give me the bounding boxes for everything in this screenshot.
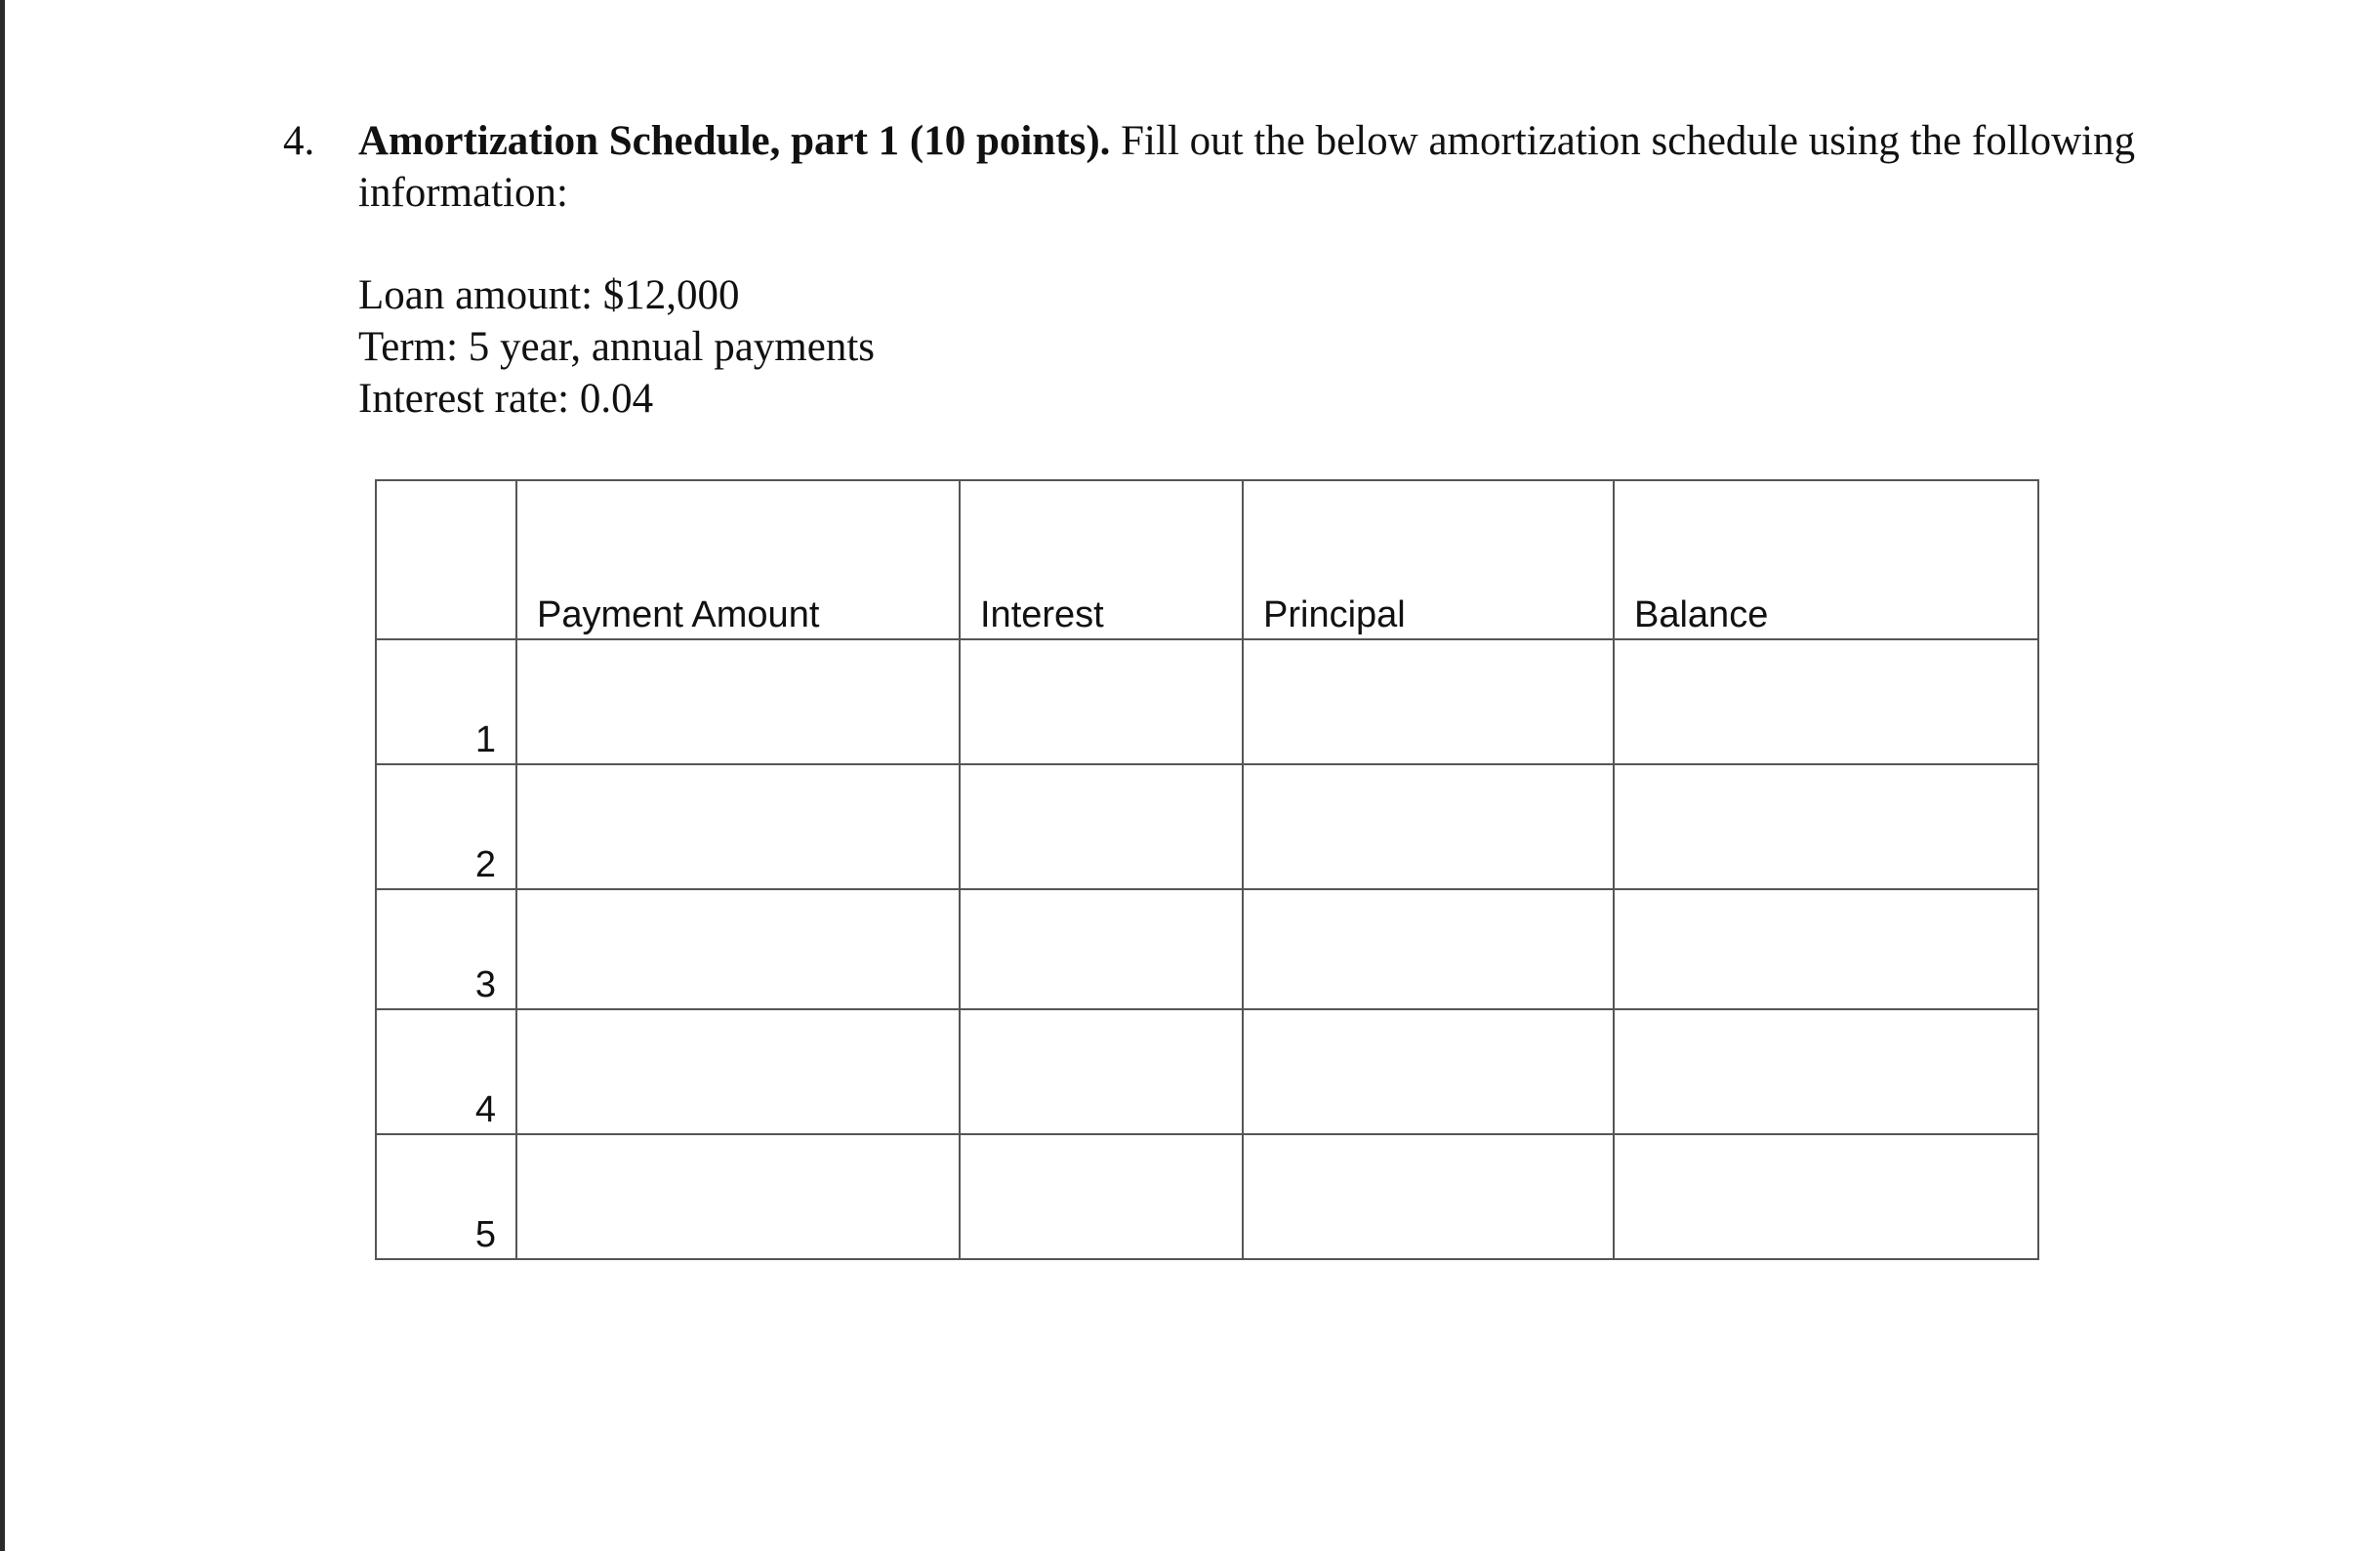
loan-term: Term: 5 year, annual payments: [358, 324, 875, 370]
period-cell: 2: [376, 764, 516, 889]
balance-cell[interactable]: [1614, 1009, 2038, 1134]
payment-cell[interactable]: [516, 639, 960, 764]
loan-info: [358, 269, 875, 425]
table-row: [376, 1009, 2038, 1134]
question-title: Amortization Schedule, part 1 (10 points).: [358, 118, 1111, 164]
principal-cell[interactable]: [1243, 1009, 1614, 1134]
principal-cell[interactable]: [1243, 1134, 1614, 1259]
table-row: [376, 764, 2038, 889]
payment-cell[interactable]: [516, 1134, 960, 1259]
principal-cell[interactable]: [1243, 764, 1614, 889]
principal-cell[interactable]: [1243, 639, 1614, 764]
interest-cell[interactable]: [960, 764, 1243, 889]
payment-cell[interactable]: [516, 889, 960, 1009]
payment-cell[interactable]: [516, 764, 960, 889]
header-principal: Principal: [1243, 480, 1614, 639]
principal-cell[interactable]: [1243, 889, 1614, 1009]
question-instruction: Fill out the below amortization schedule using the following information:: [358, 118, 2136, 216]
payment-cell[interactable]: [516, 1009, 960, 1134]
header-period: [376, 480, 516, 639]
loan-amount: Loan amount: $12,000: [358, 272, 740, 318]
period-cell: 4: [376, 1009, 516, 1134]
period-cell: 3: [376, 889, 516, 1009]
period-cell: 1: [376, 639, 516, 764]
amortization-table: [375, 479, 2039, 1260]
table-row: [376, 1134, 2038, 1259]
period-cell: 5: [376, 1134, 516, 1259]
table-header-row: [376, 480, 2038, 639]
question-4: [283, 115, 2187, 219]
table-row: [376, 889, 2038, 1009]
balance-cell[interactable]: [1614, 1134, 2038, 1259]
balance-cell[interactable]: [1614, 889, 2038, 1009]
table-row: [376, 639, 2038, 764]
interest-rate: Interest rate: 0.04: [358, 376, 654, 422]
header-interest: Interest: [960, 480, 1243, 639]
interest-cell[interactable]: [960, 1134, 1243, 1259]
page-edge-border: [0, 0, 5, 1551]
header-payment-amount: Payment Amount: [516, 480, 960, 639]
question-text: [358, 115, 2187, 219]
interest-cell[interactable]: [960, 889, 1243, 1009]
balance-cell[interactable]: [1614, 639, 2038, 764]
balance-cell[interactable]: [1614, 764, 2038, 889]
interest-cell[interactable]: [960, 1009, 1243, 1134]
header-balance: Balance: [1614, 480, 2038, 639]
question-number: 4.: [283, 118, 315, 164]
interest-cell[interactable]: [960, 639, 1243, 764]
